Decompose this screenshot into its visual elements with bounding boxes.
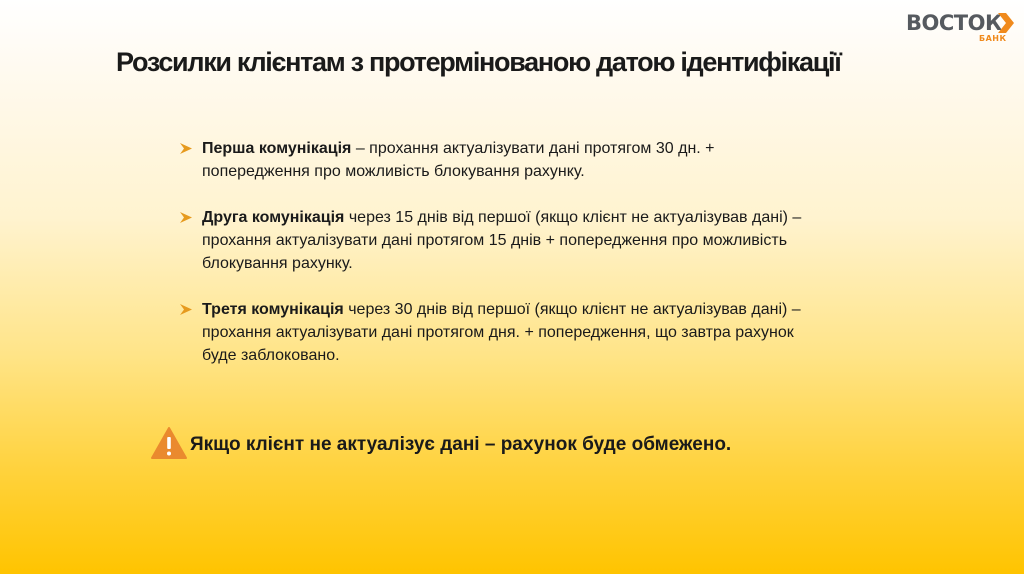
bullet-text: – прохання актуалізувати дані протягом 30 дн. + попередження про можливість блокування рахунку. [202,140,715,180]
vostok-bank-logo [906,8,1018,48]
bullet-term: Друга комунікація [202,209,345,226]
bullet-term: Перша комунікація [202,140,352,157]
logo-wordmark: ВОСТОК [906,11,1002,35]
logo-subtitle: БАНК [979,34,1007,43]
arrow-bullet-icon [180,304,192,315]
bullet-list [180,137,820,390]
logo-chevron-icon [995,12,1015,34]
bullet-item-third-communication [180,298,820,367]
warning-triangle-icon [150,426,188,460]
arrow-bullet-icon [180,143,192,154]
bullet-term: Третя комунікація [202,301,344,318]
bullet-item-first-communication [180,137,820,183]
slide-title: Розсилки клієнтам з протермінованою датою ідентифікації [116,47,841,77]
warning-callout [150,424,850,464]
bullet-text: через 15 днів від першої (якщо клієнт не актуалізував дані) – прохання актуалізувати дані протягом 15 днів + попередження про можливість блокування рахунку. [202,209,802,272]
warning-text: Якщо клієнт не актуалізує дані – рахунок буде обмежено. [190,434,732,455]
bullet-item-second-communication [180,206,820,275]
arrow-bullet-icon [180,212,192,223]
bullet-text: через 30 днів від першої (якщо клієнт не актуалізував дані) – прохання актуалізувати дані протягом дня. + попередження, що завтра рахунок буде заблоковано. [202,301,801,364]
